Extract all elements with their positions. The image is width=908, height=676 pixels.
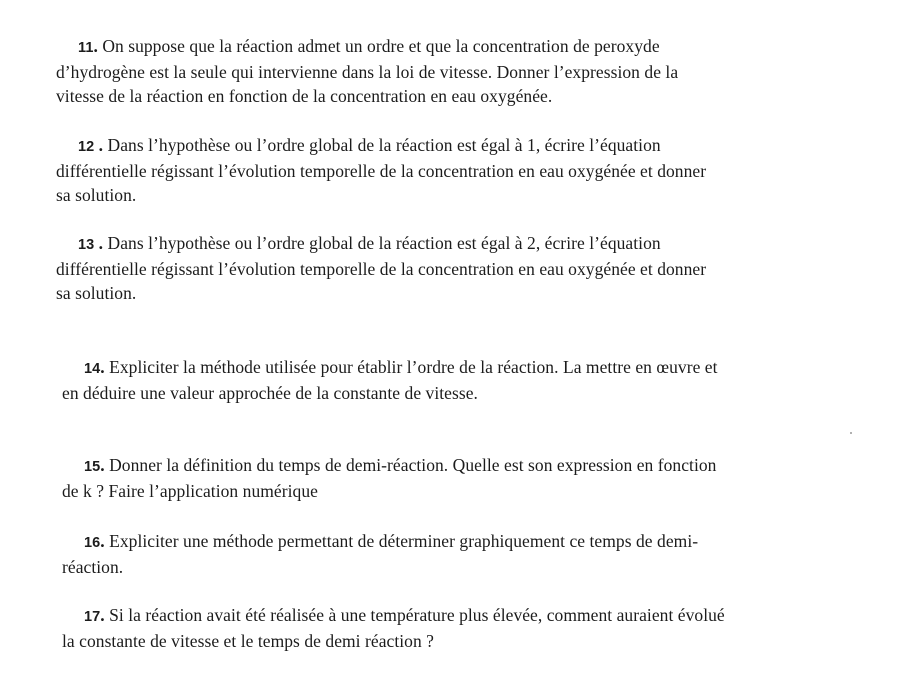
scan-speck <box>850 432 852 434</box>
question-number: 12 <box>78 139 95 155</box>
question-13 <box>56 231 856 305</box>
question-line <box>62 603 862 629</box>
question-15 <box>62 453 862 503</box>
question-text: Dans l’hypothèse ou l’ordre global de la réaction est égal à 1, écrire l’équation <box>107 135 661 155</box>
question-text: Dans l’hypothèse ou l’ordre global de la réaction est égal à 2, écrire l’équation <box>107 233 661 253</box>
question-text: Si la réaction avait été réalisée à une température plus élevée, comment auraient évolué <box>109 605 725 625</box>
question-16 <box>62 529 862 579</box>
question-line <box>62 453 862 479</box>
question-separator: . <box>100 455 105 475</box>
question-line: d’hydrogène est la seule qui intervienne dans la loi de vitesse. Donner l’expression de la <box>56 62 679 82</box>
question-line: en déduire une valeur approchée de la constante de vitesse. <box>62 383 478 403</box>
question-line: sa solution. <box>56 185 137 205</box>
question-text: Expliciter la méthode utilisée pour établir l’ordre de la réaction. La mettre en œuvre et <box>109 357 718 377</box>
question-line <box>56 231 856 257</box>
question-text: Expliciter une méthode permettant de déterminer graphiquement ce temps de demi- <box>109 531 699 551</box>
question-text: Donner la définition du temps de demi-réaction. Quelle est son expression en fonction <box>109 455 717 475</box>
question-line: vitesse de la réaction en fonction de la concentration en eau oxygénée. <box>56 86 553 106</box>
question-line <box>62 529 862 555</box>
question-11 <box>56 34 856 108</box>
question-line: différentielle régissant l’évolution temporelle de la concentration en eau oxygénée et donner <box>56 161 707 181</box>
question-number: 13 <box>78 237 95 253</box>
question-line: la constante de vitesse et le temps de demi réaction ? <box>62 631 435 651</box>
question-number: 16 <box>84 535 101 551</box>
question-number: 17 <box>84 609 101 625</box>
question-17 <box>62 603 862 653</box>
question-number: 15 <box>84 459 101 475</box>
question-line <box>56 133 856 159</box>
question-line <box>62 355 862 381</box>
question-line <box>56 34 856 60</box>
question-separator: . <box>100 531 105 551</box>
question-separator: . <box>94 233 104 253</box>
question-text: On suppose que la réaction admet un ordre et que la concentration de peroxyde <box>102 36 660 56</box>
question-separator: . <box>100 357 105 377</box>
question-separator: . <box>100 605 105 625</box>
question-separator: . <box>94 135 104 155</box>
question-line: différentielle régissant l’évolution temporelle de la concentration en eau oxygénée et donner <box>56 259 707 279</box>
question-number: 11 <box>78 40 94 56</box>
question-separator: . <box>93 36 98 56</box>
question-line: réaction. <box>62 557 124 577</box>
question-line: sa solution. <box>56 283 137 303</box>
question-number: 14 <box>84 361 101 377</box>
question-14 <box>62 355 862 405</box>
question-12 <box>56 133 856 207</box>
question-line: de k ? Faire l’application numérique <box>62 481 318 501</box>
